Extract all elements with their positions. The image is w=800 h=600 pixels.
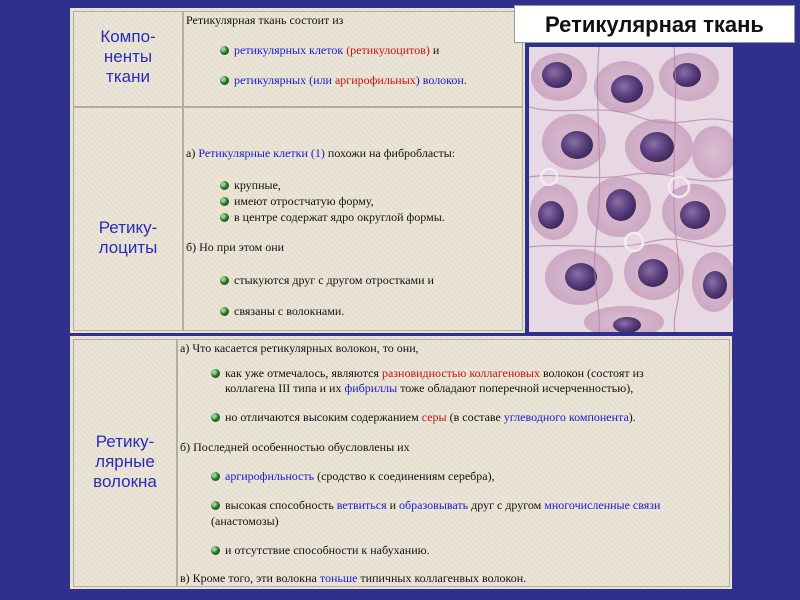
fibers-label: Ретику- лярные волокна — [93, 432, 157, 491]
bullet-icon — [220, 197, 229, 206]
reticulocytes-a: а) Ретикулярные клетки (1) похожи на фибробласты: — [186, 146, 456, 160]
reticulocytes-list-item: имеют отростчатую форму, — [220, 194, 374, 209]
reticulocytes-b-item: связаны с волокнами. — [220, 304, 344, 319]
bullet-icon — [220, 76, 229, 85]
bullet-icon — [220, 276, 229, 285]
bullet-icon — [211, 413, 220, 422]
components-intro: Ретикулярная ткань состоит из — [186, 13, 344, 27]
bullet-icon — [211, 369, 220, 378]
fibers-p1-line2: коллагена III типа и их фибриллы тоже обладают поперечной исчерченностью), — [225, 381, 634, 395]
bullet-icon — [220, 307, 229, 316]
reticulocytes-b: б) Но при этом они — [186, 240, 285, 254]
components-item-fibers: ретикулярных (или аргирофильных) волокон. — [220, 73, 467, 88]
bullet-icon — [211, 546, 220, 555]
fibers-b: б) Последней особенностью обусловлены их — [180, 440, 410, 454]
components-label: Компо- ненты ткани — [100, 27, 156, 86]
fibers-c: в) Кроме того, эти волокна тоньше типичных коллагенвых волокон. — [180, 571, 527, 585]
bullet-icon — [220, 46, 229, 55]
fibers-p5: и отсутствие способности к набуханию. — [211, 543, 430, 558]
components-item-cells: ретикулярных клеток (ретикулоцитов) и — [220, 43, 439, 58]
bullet-icon — [211, 472, 220, 481]
fibers-p3: аргирофильность (сродство к соединениям серебра), — [211, 469, 495, 484]
bullet-icon — [220, 213, 229, 222]
micrograph-image — [529, 47, 733, 332]
page-title: Ретикулярная ткань — [514, 5, 795, 43]
bullet-icon — [211, 501, 220, 510]
reticulocytes-label: Ретику- лоциты — [98, 218, 158, 257]
fibers-p2: но отличаются высоким содержанием серы (в составе углеводного компонента). — [211, 410, 636, 425]
bullet-icon — [220, 181, 229, 190]
reticulocytes-list-item: в центре содержат ядро округлой формы. — [220, 210, 445, 225]
fibers-a: а) Что касается ретикулярных волокон, то они, — [180, 341, 419, 355]
reticulocytes-b-item: стыкуются друг с другом отростками и — [220, 273, 434, 288]
fibers-p4-line2: (анастомозы) — [211, 514, 279, 528]
reticulocytes-list-item: крупные, — [220, 178, 281, 193]
fibers-p1-line1: как уже отмечалось, являются разновидностью коллагеновых волокон (состоят из — [211, 366, 644, 381]
fibers-p4-line1: высокая способность ветвиться и образовывать друг с другом многочисленные связи — [211, 498, 660, 513]
